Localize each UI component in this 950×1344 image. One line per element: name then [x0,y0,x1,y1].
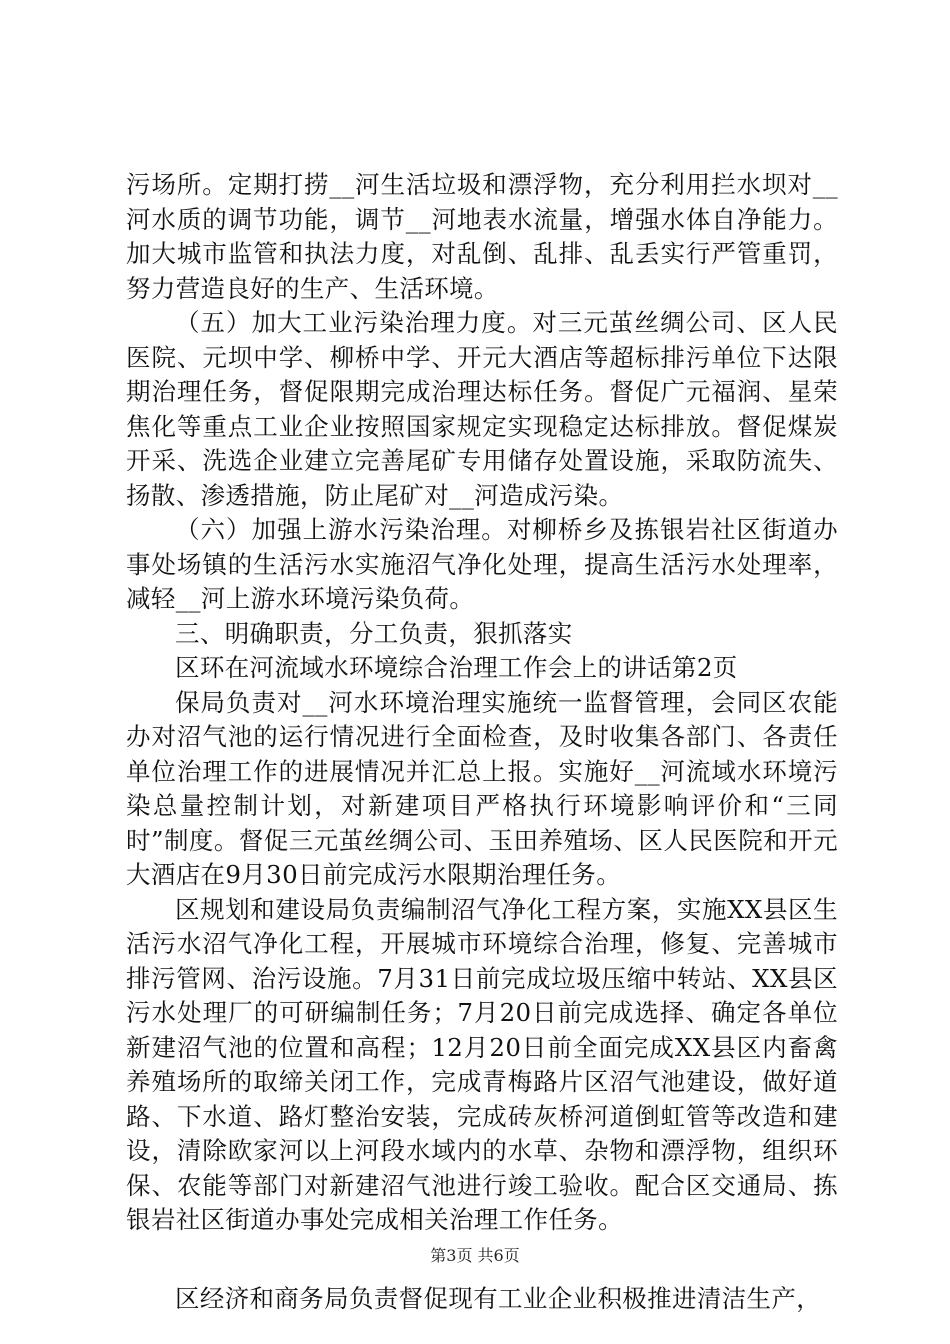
paragraph-continued: 污场所。定期打捞__河生活垃圾和漂浮物，充分利用拦水坝对__河水质的调节功能，调节__河地表水流量，增强水体自净能力。加大城市监管和执法力度，对乱倒、乱排、乱丢实行严管重罚，努力营造良好的生产、生活环境。 [126,170,838,303]
document-body [126,168,838,1316]
section-heading-3: 三、明确职责，分工负责，狠抓落实 [175,618,573,648]
paragraph-item-5: （五）加大工业污染治理力度。对三元茧丝绸公司、区人民医院、元坝中学、柳桥中学、开元大酒店等超标排污单位下达限期治理任务，督促限期完成治理达标任务。督促广元福润、星荣焦化等重点工业企业按照国家规定实现稳定达标排放。督促煤炭开采、洗选企业建立完善尾矿专用储存处置设施，采取防流失、扬散、渗透措施，防止尾矿对__河造成污染。 [126,308,838,510]
page-number-footer: 第3页 共6页 [430,1246,520,1265]
paragraph-item-6: （六）加强上游水污染治理。对柳桥乡及拣银岩社区街道办事处场镇的生活污水实施沼气净化处理，提高生活污水处理率，减轻__河上游水环境污染负荷。 [126,515,838,613]
paragraph-environmental-bureau: 保局负责对__河水环境治理实施统一监督管理，会同区农能办对沼气池的运行情况进行全面检查，及时收集各部门、各责任单位治理工作的进展情况并汇总上报。实施好__河流域水环境污染总量控制计划，对新建项目严格执行环境影响评价和“三同时”制度。督促三元茧丝绸公司、玉田养殖场、区人民医院和开元大酒店在9月30日前完成污水限期治理任务。 [126,687,838,889]
paragraph-planning-bureau: 区规划和建设局负责编制沼气净化工程方案，实施XX县区生活污水沼气净化工程，开展城市环境综合治理，修复、完善城市排污管网、治污设施。7月31日前完成垃圾压缩中转站、XX县区污水处理厂的可研编制任务；7月20日前完成选择、确定各单位新建沼气池的位置和高程；12月20日前全面完成XX县区内畜禽养殖场所的取缔关闭工作，完成青梅路片区沼气池建设，做好道路、下水道、路灯整治安装，完成砖灰桥河道倒虹管等改造和建设，清除欧家河以上河段水域内的水草、杂物和漂浮物，组织环保、农能等部门对新建沼气池进行竣工验收。配合区交通局、拣银岩社区街道办事处完成相关治理工作任务。 [126,894,838,1234]
paragraph-economic-bureau: 区经济和商务局负责督促现有工业企业积极推进清洁生产， [175,1283,822,1313]
page-header-line: 区环在河流域水环境综合治理工作会上的讲话第2页 [175,653,738,682]
